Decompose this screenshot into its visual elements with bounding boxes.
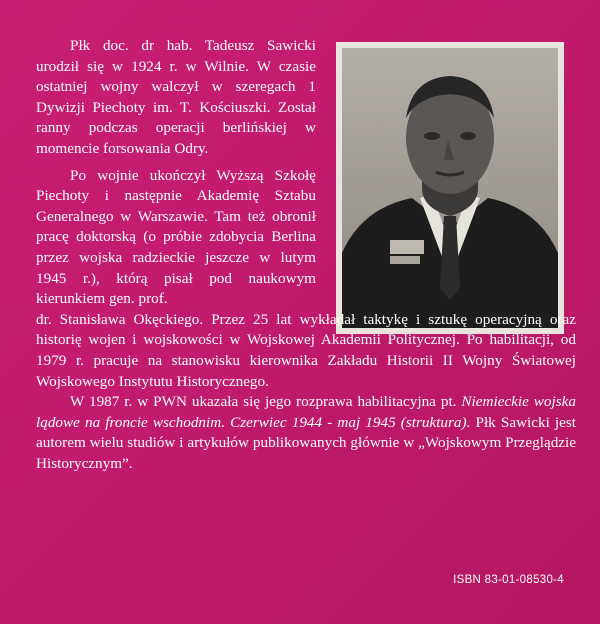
isbn-number: ISBN 83-01-08530-4	[453, 574, 564, 586]
bio-paragraph-3-tail: Płk Sawicki jest autorem wielu studiów i artykułów publikowanych głównie w „Wojskowym Przeglądzie Historycznym”.	[36, 413, 577, 472]
bio-paragraph-3-lead: W 1987 r. w PWN ukazała się jego rozprawa habilitacyjna pt.	[70, 393, 457, 411]
biography	[36, 36, 576, 474]
book-title: Niemieckie wojska lądowe na froncie wschodnim. Czerwiec 1944 - maj 1945 (struktura).	[36, 393, 576, 431]
bio-paragraph-2-end: dr. Stanisława Okęckiego. Przez 25 lat wykładał taktykę i sztukę operacyjną oraz historię wojen i wojskowości w Wojskowej Akademii Politycznej. Po habilitacji, od 1979 r. pracuje na stanowisku kierownika Zakładu Historii II Wojny Światowej Wojskowego Instytutu Historycznego.	[36, 310, 576, 390]
bio-paragraph-3	[36, 392, 576, 474]
bio-paragraph-2-start: Po wojnie ukończył Wyższą Szkołę Piechoty i następnie Akademię Sztabu Generalnego w Warszawie. Tam też obronił pracę doktorską (o próbie zdobycia Berlina przez wojska radzieckie jeszcze w lutym 1945 r.), którą pisał pod naukowym kierunkiem gen. prof.	[36, 166, 316, 308]
bio-paragraph-1: Płk doc. dr hab. Tadeusz Sawicki urodził się w 1924 r. w Wilnie. W czasie ostatniej wojny walczył w szeregach 1 Dywizji Piechoty im. T. Kościuszki. Został ranny podczas operacji berlińskiej w momencie forsowania Odry.	[36, 37, 316, 157]
